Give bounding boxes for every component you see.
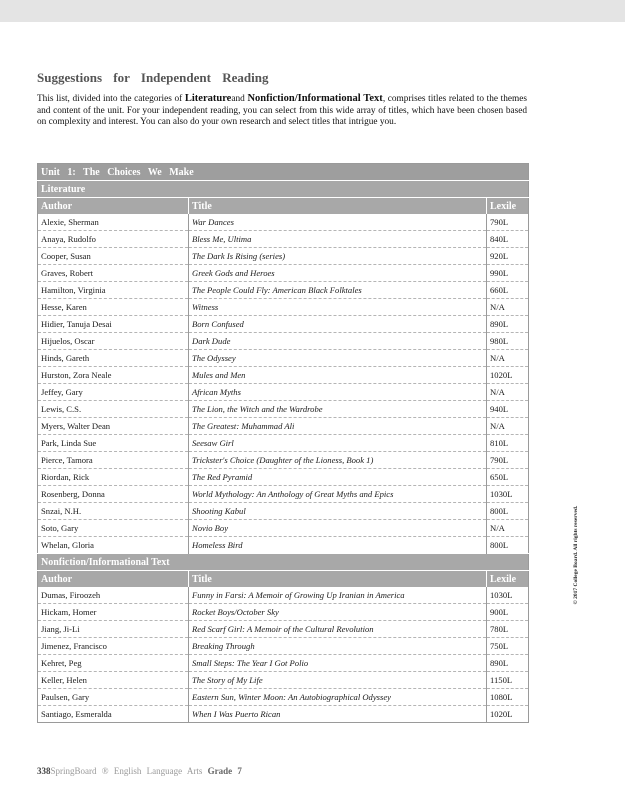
table-row — [38, 604, 529, 621]
title-cell: Witness — [189, 299, 487, 316]
header-row-literature — [38, 198, 529, 215]
page-heading: Suggestions for Independent Reading — [37, 70, 269, 85]
page-footer — [37, 766, 242, 776]
title-cell: Novio Boy — [189, 520, 487, 537]
intro-and: and — [231, 94, 248, 104]
column-header-title: Title — [189, 198, 487, 215]
title-cell: The Dark Is Rising (series) — [189, 248, 487, 265]
table-row — [38, 469, 529, 486]
lexile-cell: 1080L — [487, 689, 529, 706]
table-row — [38, 401, 529, 418]
author-cell: Rosenberg, Donna — [38, 486, 189, 503]
author-cell: Dumas, Firoozeh — [38, 587, 189, 604]
lexile-cell: N/A — [487, 418, 529, 435]
author-cell: Hickam, Homer — [38, 604, 189, 621]
table-row — [38, 367, 529, 384]
author-cell: Paulsen, Gary — [38, 689, 189, 706]
title-cell: World Mythology: An Anthology of Great Myths and Epics — [189, 486, 487, 503]
lexile-cell: 990L — [487, 265, 529, 282]
title-cell: Mules and Men — [189, 367, 487, 384]
author-cell: Cooper, Susan — [38, 248, 189, 265]
table-row — [38, 248, 529, 265]
unit-title-row — [38, 164, 529, 181]
column-header-lexile: Lexile — [487, 198, 529, 215]
author-cell: Hinds, Gareth — [38, 350, 189, 367]
title-cell: Small Steps: The Year I Got Polio — [189, 655, 487, 672]
lexile-cell: N/A — [487, 350, 529, 367]
lexile-cell: 890L — [487, 316, 529, 333]
table-row — [38, 503, 529, 520]
table-row — [38, 621, 529, 638]
table-row — [38, 486, 529, 503]
author-cell: Kehret, Peg — [38, 655, 189, 672]
author-cell: Pierce, Tamora — [38, 452, 189, 469]
table-row — [38, 638, 529, 655]
lexile-cell: 780L — [487, 621, 529, 638]
lexile-cell: 900L — [487, 604, 529, 621]
table-row — [38, 384, 529, 401]
title-cell: Homeless Bird — [189, 537, 487, 554]
column-header-title: Title — [189, 571, 487, 588]
reading-list-body — [38, 164, 529, 723]
registered-mark: ® — [101, 766, 109, 776]
lexile-cell: 840L — [487, 231, 529, 248]
title-cell: Red Scarf Girl: A Memoir of the Cultural Revolution — [189, 621, 487, 638]
lexile-cell: 800L — [487, 503, 529, 520]
title-cell: Dark Dude — [189, 333, 487, 350]
author-cell: Jeffey, Gary — [38, 384, 189, 401]
author-cell: Hurston, Zora Neale — [38, 367, 189, 384]
table-row — [38, 689, 529, 706]
lexile-cell: N/A — [487, 384, 529, 401]
title-cell: The Lion, the Witch and the Wardrobe — [189, 401, 487, 418]
table-row — [38, 435, 529, 452]
author-cell: Hijuelos, Oscar — [38, 333, 189, 350]
title-cell: Bless Me, Ultima — [189, 231, 487, 248]
table-row — [38, 672, 529, 689]
lexile-cell: 940L — [487, 401, 529, 418]
author-cell: Snzai, N.H. — [38, 503, 189, 520]
author-cell: Hesse, Karen — [38, 299, 189, 316]
table-row — [38, 520, 529, 537]
title-cell: When I Was Puerto Rican — [189, 706, 487, 723]
section-title-literature: Literature — [38, 181, 529, 198]
section-row-nonfiction — [38, 554, 529, 571]
footer-subject: English Language Arts — [113, 766, 203, 776]
lexile-cell: 650L — [487, 469, 529, 486]
lexile-cell: 660L — [487, 282, 529, 299]
section-row-literature — [38, 181, 529, 198]
table-row — [38, 214, 529, 231]
column-header-author: Author — [38, 571, 189, 588]
reading-list-table — [37, 163, 529, 723]
lexile-cell: 1030L — [487, 587, 529, 604]
page-number: 338 — [37, 766, 51, 776]
column-header-author: Author — [38, 198, 189, 215]
table-row — [38, 655, 529, 672]
unit-title: Unit 1: The Choices We Make — [38, 164, 529, 181]
title-cell: Rocket Boys/October Sky — [189, 604, 487, 621]
lexile-cell: 890L — [487, 655, 529, 672]
table-row — [38, 418, 529, 435]
author-cell: Hidier, Tanuja Desai — [38, 316, 189, 333]
title-cell: War Dances — [189, 214, 487, 231]
footer-grade: Grade 7 — [207, 766, 242, 776]
title-cell: Trickster's Choice (Daughter of the Lioness, Book 1) — [189, 452, 487, 469]
section-title-nonfiction: Nonfiction/Informational Text — [38, 554, 529, 571]
lexile-cell: 790L — [487, 452, 529, 469]
author-cell: Soto, Gary — [38, 520, 189, 537]
lexile-cell: N/A — [487, 520, 529, 537]
title-cell: The Story of My Life — [189, 672, 487, 689]
author-cell: Graves, Robert — [38, 265, 189, 282]
table-row — [38, 706, 529, 723]
lexile-cell: 810L — [487, 435, 529, 452]
title-cell: The Red Pyramid — [189, 469, 487, 486]
title-cell: The Greatest: Muhammad Ali — [189, 418, 487, 435]
author-cell: Santiago, Esmeralda — [38, 706, 189, 723]
table-row — [38, 231, 529, 248]
lexile-cell: N/A — [487, 299, 529, 316]
lexile-cell: 980L — [487, 333, 529, 350]
author-cell: Whelan, Gloria — [38, 537, 189, 554]
table-row — [38, 316, 529, 333]
lexile-cell: 1020L — [487, 706, 529, 723]
author-cell: Hamilton, Virginia — [38, 282, 189, 299]
author-cell: Alexie, Sherman — [38, 214, 189, 231]
author-cell: Keller, Helen — [38, 672, 189, 689]
title-cell: Greek Gods and Heroes — [189, 265, 487, 282]
table-row — [38, 587, 529, 604]
title-cell: Seesaw Girl — [189, 435, 487, 452]
author-cell: Myers, Walter Dean — [38, 418, 189, 435]
footer-publisher: SpringBoard — [50, 766, 97, 776]
lexile-cell: 750L — [487, 638, 529, 655]
author-cell: Anaya, Rudolfo — [38, 231, 189, 248]
author-cell: Jimenez, Francisco — [38, 638, 189, 655]
table-row — [38, 299, 529, 316]
title-cell: Funny in Farsi: A Memoir of Growing Up Iranian in America — [189, 587, 487, 604]
title-cell: The Odyssey — [189, 350, 487, 367]
intro-bold-nonfiction: Nonfiction/Informational Text — [247, 93, 383, 104]
lexile-cell: 790L — [487, 214, 529, 231]
top-bar — [0, 0, 625, 22]
intro-text-1: This list, divided into the categories of — [37, 94, 185, 104]
author-cell: Jiang, Ji-Li — [38, 621, 189, 638]
header-row-nonfiction — [38, 571, 529, 588]
title-cell: Born Confused — [189, 316, 487, 333]
intro-paragraph — [37, 93, 527, 129]
lexile-cell: 1020L — [487, 367, 529, 384]
title-cell: Eastern Sun, Winter Moon: An Autobiographical Odyssey — [189, 689, 487, 706]
lexile-cell: 800L — [487, 537, 529, 554]
intro-bold-literature: Literature — [184, 93, 232, 104]
title-cell: Breaking Through — [189, 638, 487, 655]
table-row — [38, 265, 529, 282]
table-row — [38, 350, 529, 367]
lexile-cell: 1150L — [487, 672, 529, 689]
intro-text-2: , comprises titles related to the themes and content of the unit. For your independent reading, you can select from this wide array of titles, which have been chosen based on complexity and interest. You can also do your own research and select titles that intrigue you. — [37, 94, 527, 128]
author-cell: Lewis, C.S. — [38, 401, 189, 418]
lexile-cell: 920L — [487, 248, 529, 265]
author-cell: Park, Linda Sue — [38, 435, 189, 452]
table-row — [38, 537, 529, 554]
title-cell: The People Could Fly: American Black Folktales — [189, 282, 487, 299]
lexile-cell: 1030L — [487, 486, 529, 503]
table-row — [38, 282, 529, 299]
table-row — [38, 333, 529, 350]
table-row — [38, 452, 529, 469]
author-cell: Riordan, Rick — [38, 469, 189, 486]
copyright-note: © 2017 College Board. All rights reserved. — [573, 505, 579, 605]
column-header-lexile: Lexile — [487, 571, 529, 588]
title-cell: African Myths — [189, 384, 487, 401]
title-cell: Shooting Kabul — [189, 503, 487, 520]
